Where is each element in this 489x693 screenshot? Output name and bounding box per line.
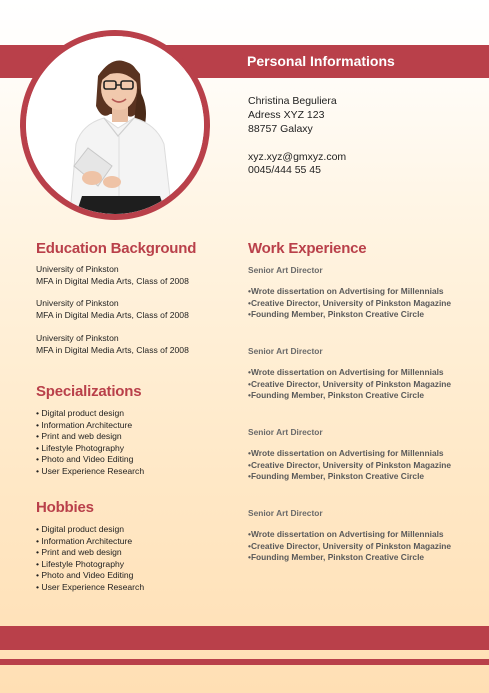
degree-text: MFA in Digital Media Arts, Class of 2008 <box>36 275 189 286</box>
job-detail: • Creative Director, University of Pinkston Magazine <box>248 379 484 391</box>
specializations-title: Specializations <box>36 383 142 400</box>
job-detail: • Founding Member, Pinkston Creative Circle <box>248 552 484 564</box>
hobbies-title: Hobbies <box>36 499 94 516</box>
profile-photo <box>26 36 204 214</box>
list-item: • Photo and Video Editing <box>36 454 144 466</box>
list-item: • Information Architecture <box>36 536 144 548</box>
degree-text: MFA in Digital Media Arts, Class of 2008 <box>36 309 189 320</box>
job-detail: • Creative Director, University of Pinkston Magazine <box>248 298 484 310</box>
personal-info-title: Personal Informations <box>247 53 395 69</box>
list-item: • Lifestyle Photography <box>36 559 144 571</box>
address-line: Adress XYZ 123 <box>248 109 325 121</box>
hobbies-list <box>36 524 144 594</box>
job-detail: • Creative Director, University of Pinkston Magazine <box>248 460 484 472</box>
school-name: University of Pinkston <box>36 333 119 343</box>
job-detail: • Founding Member, Pinkston Creative Circle <box>248 309 484 321</box>
education-entry <box>36 333 189 356</box>
job-role: Senior Art Director <box>248 346 323 356</box>
job-detail: • Founding Member, Pinkston Creative Circle <box>248 471 484 483</box>
job-role: Senior Art Director <box>248 265 323 275</box>
specializations-list <box>36 408 144 478</box>
job-role: Senior Art Director <box>248 427 323 437</box>
degree-text: MFA in Digital Media Arts, Class of 2008 <box>36 344 189 355</box>
job-entry <box>248 427 484 483</box>
full-name: Christina Beguliera <box>248 95 337 107</box>
list-item: • User Experience Research <box>36 466 144 478</box>
job-detail: • Founding Member, Pinkston Creative Circle <box>248 390 484 402</box>
work-experience-title: Work Experience <box>248 240 367 257</box>
job-detail: • Wrote dissertation on Advertising for Millennials <box>248 367 484 379</box>
job-entry <box>248 346 484 402</box>
job-detail: • Wrote dissertation on Advertising for Millennials <box>248 529 484 541</box>
job-detail: • Creative Director, University of Pinkston Magazine <box>248 541 484 553</box>
phone-text: 0045/444 55 45 <box>248 164 321 176</box>
list-item: • Print and web design <box>36 431 144 443</box>
list-item: • Print and web design <box>36 547 144 559</box>
portrait-frame <box>20 30 210 220</box>
list-item: • Photo and Video Editing <box>36 570 144 582</box>
job-role: Senior Art Director <box>248 508 323 518</box>
school-name: University of Pinkston <box>36 298 119 308</box>
footer-band <box>0 626 489 650</box>
email-text: xyz.xyz@gmxyz.com <box>248 151 347 163</box>
city-line: 88757 Galaxy <box>248 123 313 135</box>
job-entry <box>248 265 484 321</box>
list-item: • User Experience Research <box>36 582 144 594</box>
education-entry <box>36 298 189 321</box>
job-entry <box>248 508 484 564</box>
education-entry <box>36 264 189 287</box>
list-item: • Information Architecture <box>36 420 144 432</box>
list-item: • Digital product design <box>36 524 144 536</box>
education-title: Education Background <box>36 240 197 257</box>
list-item: • Digital product design <box>36 408 144 420</box>
school-name: University of Pinkston <box>36 264 119 274</box>
job-detail: • Wrote dissertation on Advertising for Millennials <box>248 286 484 298</box>
job-detail: • Wrote dissertation on Advertising for Millennials <box>248 448 484 460</box>
footer-stripe <box>0 659 489 665</box>
list-item: • Lifestyle Photography <box>36 443 144 455</box>
person-illustration <box>26 36 204 214</box>
